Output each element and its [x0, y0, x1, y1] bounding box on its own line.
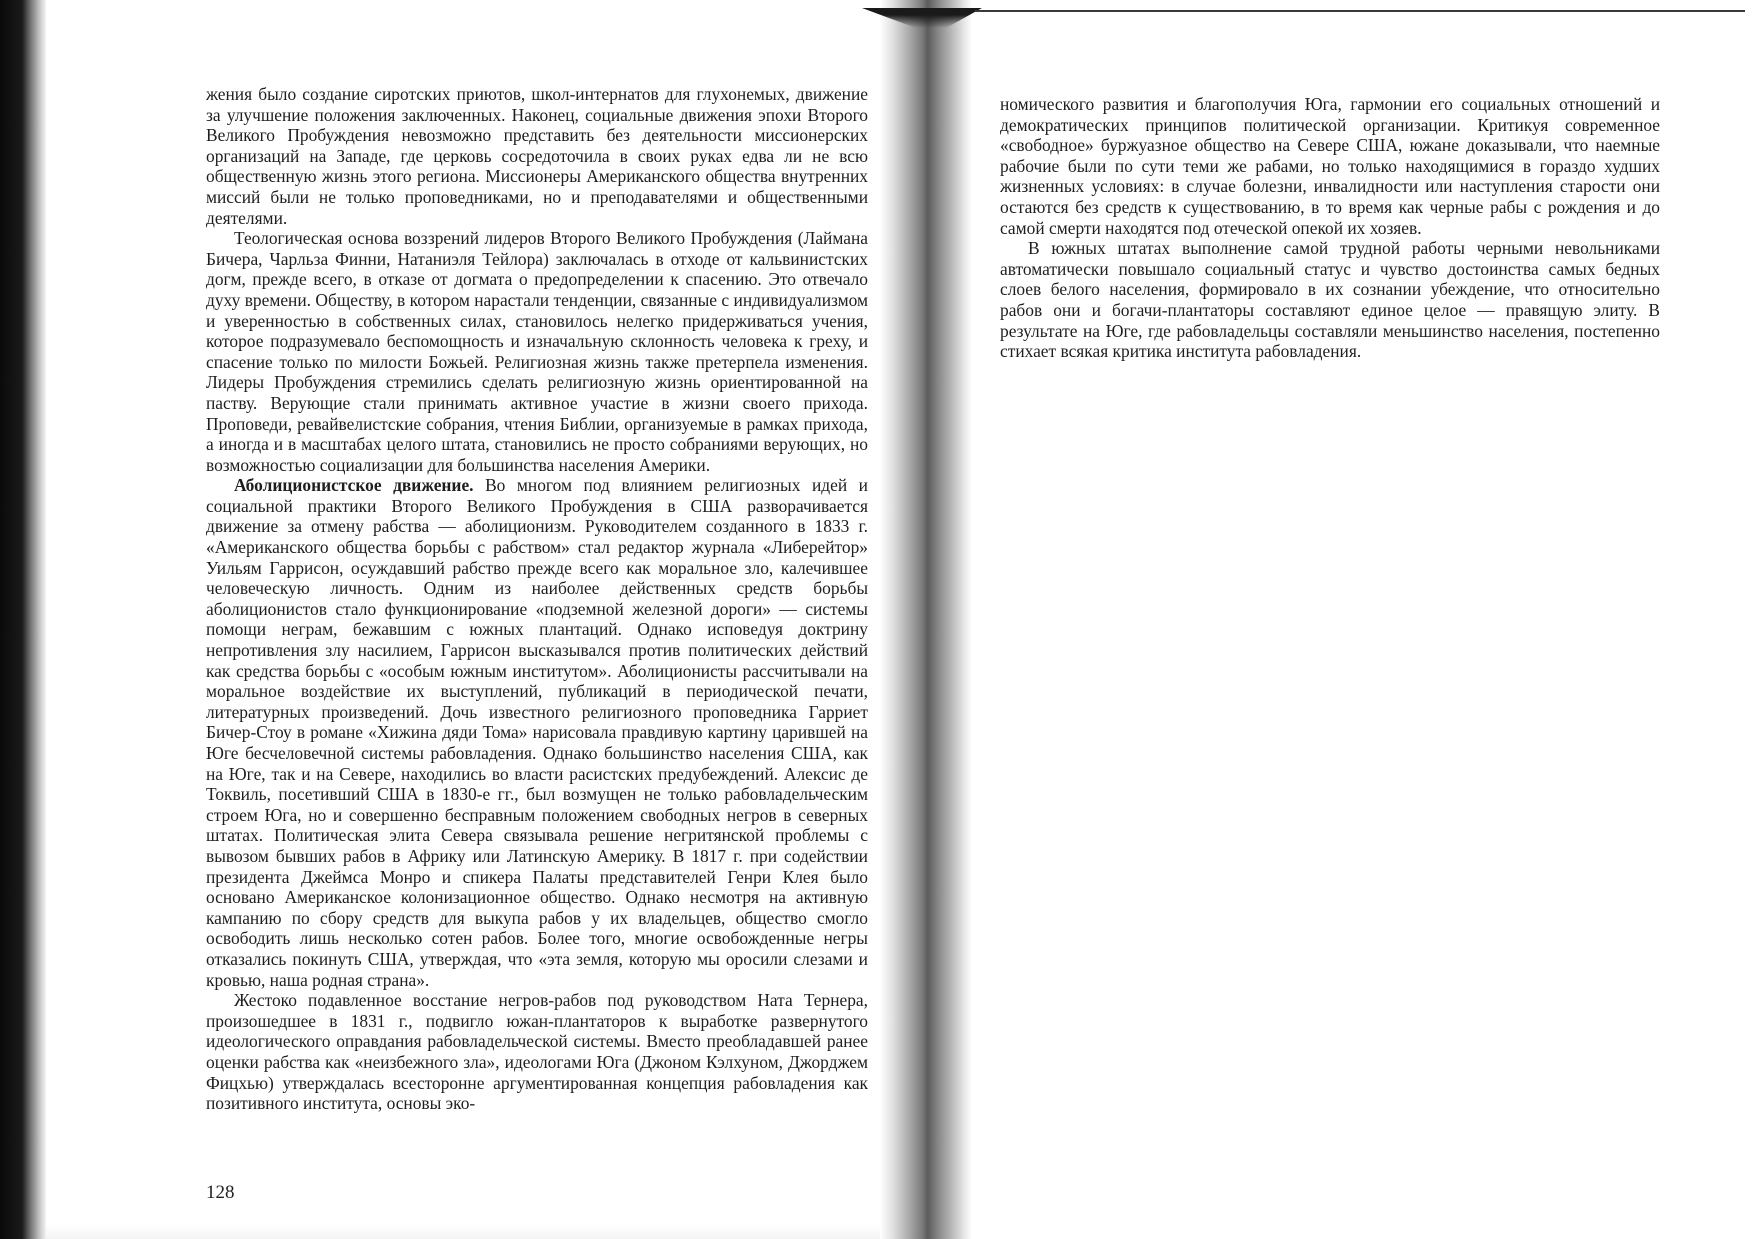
section-run-in-heading: Аболиционистское движение.: [234, 475, 474, 496]
book-gutter-shadow: [880, 0, 972, 1239]
right-page-top-edge: [975, 10, 1745, 12]
paragraph-2: [206, 228, 868, 475]
right-page-text: [1000, 94, 1660, 362]
paragraph-1: [206, 84, 868, 228]
paragraph-1: [1000, 94, 1660, 238]
page-number: 128: [206, 1182, 235, 1203]
bottom-page-edge: [46, 1224, 946, 1239]
paragraph-text: Теологическая основа воззрений лидеров Второго Великого Пробуждения (Лаймана Бичера, Чарльза Финни, Натаниэля Тейлора) заключалась в отходе от кальвинистских догм, прежде всего, в отказе от догмата о предопределении к спасению. Это отвечало духу времени. Обществу, в котором нарастали тенденции, связанные с индивидуализмом и уверенностью в собственных силах, становилось нелегко придерживаться учения, которое подразумевало беспомощность и изначальную склонность человека к греху, и спасение только по милости Божьей. Религиозная жизнь также претерпела изменения. Лидеры Пробуждения стремились сделать религиозную жизнь ориентированной на паству. Верующие стали принимать активное участие в жизни своего прихода. Проповеди, ревайвелистские собрания, чтения Библии, организуемые в рамках прихода, а иногда и в масштабах целого штата, становились не просто собраниями верующих, но возможностью социализации для большинства населения Америки.: [206, 228, 868, 475]
paragraph-4: [206, 990, 868, 1114]
left-page-text: [206, 84, 868, 1114]
paragraph-2: [1000, 238, 1660, 362]
paragraph-text: Жестоко подавленное восстание негров-рабов под руководством Ната Тернера, произошедшее в 1831 г., подвигло южан-плантаторов к выработке развернутого идеологического оправдания рабовладельческой системы. Вместо преобладавшей ранее оценки рабства как «неизбежного зла», идеологами Юга (Джоном Кэлхуном, Джорджем Фицхью) утверждалась всесторонне аргументированная концепция рабовладения как позитивного института, основы эко-: [206, 990, 868, 1114]
paragraph-text: Во многом под влиянием религиозных идей и социальной практики Второго Великого Пробуждения в США разворачивается движение за отмену рабства — аболиционизм. Руководителем созданного в 1833 г. «Американского общества борьбы с рабством» стал редактор журнала «Либерейтор» Уильям Гаррисон, осуждавший рабство прежде всего как моральное зло, калечившее человеческую личность. Одним из наиболее действенных средств борьбы аболиционистов стало функционирование «подземной железной дороги» — системы помощи неграм, бежавшим с южных плантаций. Однако исповедуя доктрину непротивления злу насилием, Гаррисон высказывался против политических действий как средства борьбы с «особым южным институтом». Аболиционисты рассчитывали на моральное воздействие их выступлений, публикаций в периодической печати, литературных произведений. Дочь известного религиозного проповедника Гарриет Бичер-Стоу в романе «Хижина дяди Тома» нарисовала правдивую картину царившей на Юге бесчеловечной системы рабовладения. Однако большинство населения США, как на Юге, так и на Севере, находились во власти расистских предубеждений. Алексис де Токвиль, посетивший США в 1830-е гг., был возмущен не только рабовладельческим строем Юга, но и совершенно бесправным положением свободных негров в северных штатах. Политическая элита Севера связывала решение негритянской проблемы с вывозом бывших рабов в Африку или Латинскую Америку. В 1817 г. при содействии президента Джеймса Монро и спикера Палаты представителей Генри Клея было основано Американское колонизационное общество. Однако несмотря на активную кампанию по сбору средств для выкупа рабов у их владельцев, общество смогло освободить лишь несколько сотен рабов. Более того, многие освобожденные негры отказались покинуть США, утверждая, что «эта земля, которую мы оросили слезами и кровью, наша родная страна».: [206, 475, 868, 990]
left-page-edge-shadow: [0, 0, 46, 1239]
paragraph-text: жения было создание сиротских приютов, школ-интернатов для глухонемых, движение за улучшение положения заключенных. Наконец, социальные движения эпохи Второго Великого Пробуждения невозможно представить без деятельности миссионерских организаций на Западе, где церковь сосредоточила в своих руках едва ли не всю общественную жизнь этого региона. Миссионеры Американского общества внутренних миссий были не только проповедниками, но и преподавателями и общественными деятелями.: [206, 84, 868, 228]
paragraph-3: [206, 475, 868, 990]
paragraph-text: В южных штатах выполнение самой трудной работы черными невольниками автоматически повышало социальный статус и чувство достоинства самых бедных слоев белого населения, формировало в их сознании убеждение, что относительно рабов они и богачи-плантаторы составляют единое целое — правящую элиту. В результате на Юге, где рабовладельцы составляли меньшинство населения, постепенно стихает всякая критика института рабовладения.: [1000, 238, 1660, 362]
paragraph-text: номического развития и благополучия Юга, гармонии его социальных отношений и демократических принципов политической организации. Критикуя современное «свободное» буржуазное общество на Севере США, южане доказывали, что наемные рабочие были по сути теми же рабами, но только находящимися в гораздо худших жизненных условиях: в случае болезни, инвалидности или наступления старости они остаются без средств к существованию, в то время как черные рабы с рождения и до самой смерти находятся под отеческой опекой их хозяев.: [1000, 94, 1660, 238]
